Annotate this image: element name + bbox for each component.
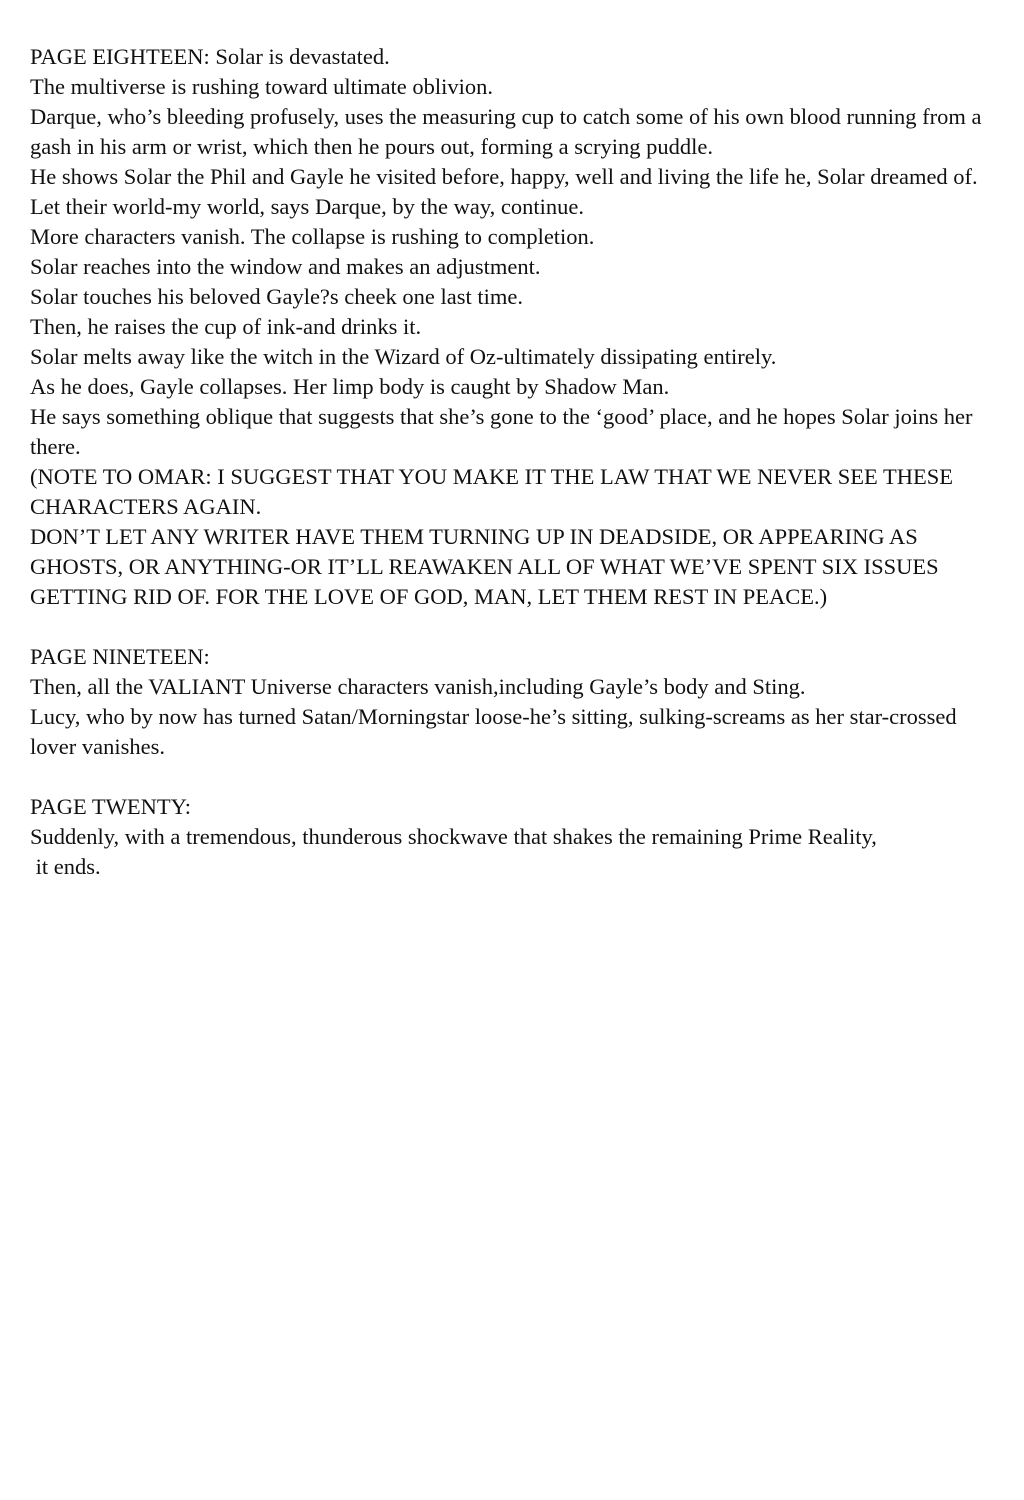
page-nineteen-section <box>30 642 1000 762</box>
page-nineteen-heading: PAGE NINETEEN: <box>30 644 210 669</box>
script-paragraph: Solar reaches into the window and makes an adjustment. <box>30 254 541 279</box>
script-paragraph: More characters vanish. The collapse is rushing to completion. <box>30 224 595 249</box>
script-paragraph: Suddenly, with a tremendous, thunderous shockwave that shakes the remaining Prime Reality, <box>30 824 877 849</box>
editor-note: DON’T LET ANY WRITER HAVE THEM TURNING UP IN DEADSIDE, OR APPEARING AS GHOSTS, OR ANYTHING-OR IT’LL REAWAKEN ALL OF WHAT WE’VE SPENT SIX ISSUES GETTING RID OF. FOR THE LOVE OF GOD, MAN, LET THEM REST IN PEACE.) <box>30 524 945 609</box>
page-twenty-section <box>30 792 1000 882</box>
page-eighteen-heading: PAGE EIGHTEEN: Solar is devastated. <box>30 44 390 69</box>
script-paragraph: He says something oblique that suggests that she’s gone to the ‘good’ place, and he hopes Solar joins her there. <box>30 404 979 459</box>
script-paragraph: Then, all the VALIANT Universe characters vanish,including Gayle’s body and Sting. <box>30 674 806 699</box>
script-paragraph: The multiverse is rushing toward ultimate oblivion. <box>30 74 494 99</box>
page-eighteen-section <box>30 42 1000 612</box>
script-paragraph: Then, he raises the cup of ink-and drinks it. <box>30 314 422 339</box>
script-paragraph: Lucy, who by now has turned Satan/Morningstar loose-he’s sitting, sulking-screams as her star-crossed lover vanishes. <box>30 704 963 759</box>
page-twenty-heading: PAGE TWENTY: <box>30 794 192 819</box>
script-paragraph: Solar melts away like the witch in the Wizard of Oz-ultimately dissipating entirely. <box>30 344 777 369</box>
script-paragraph: As he does, Gayle collapses. Her limp body is caught by Shadow Man. <box>30 374 670 399</box>
editor-note: (NOTE TO OMAR: I SUGGEST THAT YOU MAKE IT THE LAW THAT WE NEVER SEE THESE CHARACTERS AGAIN. <box>30 464 959 519</box>
section-spacer <box>30 612 1000 642</box>
script-paragraph: it ends. <box>30 854 101 879</box>
script-paragraph: He shows Solar the Phil and Gayle he visited before, happy, well and living the life he, Solar dreamed of. <box>30 164 978 189</box>
section-spacer <box>30 762 1000 792</box>
script-paragraph: Darque, who’s bleeding profusely, uses the measuring cup to catch some of his own blood running from a gash in his arm or wrist, which then he pours out, forming a scrying puddle. <box>30 104 988 159</box>
script-paragraph: Let their world-my world, says Darque, by the way, continue. <box>30 194 585 219</box>
script-paragraph: Solar touches his beloved Gayle?s cheek one last time. <box>30 284 523 309</box>
script-document <box>30 42 1000 882</box>
